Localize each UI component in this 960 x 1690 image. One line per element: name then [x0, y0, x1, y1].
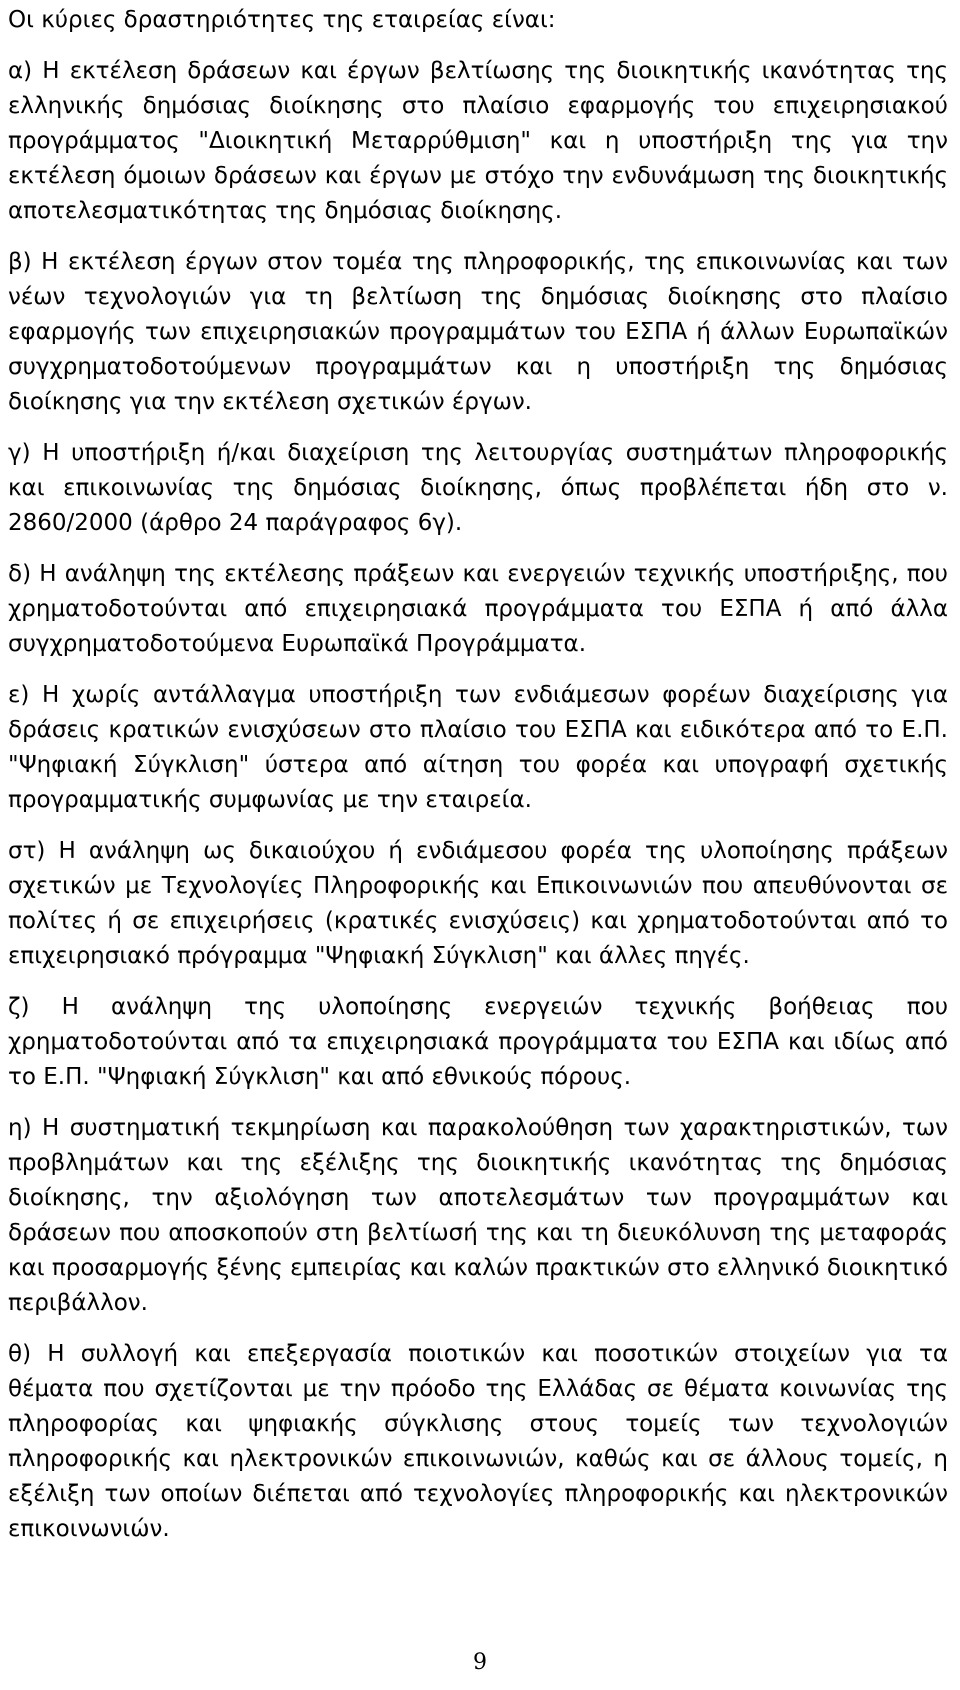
- paragraph-b: β) Η εκτέλεση έργων στον τομέα της πληροφορικής, της επικοινωνίας και των νέων τεχνολογιών για τη βελτίωση της δημόσιας διοίκησης στο πλαίσιο εφαρμογής των επιχειρησιακών προγραμμάτων του ΕΣΠΑ ή άλλων Ευρωπαϊκών συγχρηματοδοτούμενων προγραμμάτων και η υποστήριξη της δημόσιας διοίκησης για την εκτέλεση σχετικών έργων.: [8, 249, 948, 415]
- paragraph-z: ζ) Η ανάληψη της υλοποίησης ενεργειών τεχνικής βοήθειας που χρηματοδοτούνται από τα επιχειρησιακά προγράμματα του ΕΣΠΑ και ιδίως από το Ε.Π. "Ψηφιακή Σύγκλιση" και από εθνικούς πόρους.: [8, 994, 948, 1090]
- paragraph-d: δ) Η ανάληψη της εκτέλεσης πράξεων και ενεργειών τεχνικής υποστήριξης, που χρηματοδοτούνται από επιχειρησιακά προγράμματα του ΕΣΠΑ ή από άλλα συγχρηματοδοτούμενα Ευρωπαϊκά Προγράμματα.: [8, 561, 948, 657]
- paragraph-th: θ) Η συλλογή και επεξεργασία ποιοτικών και ποσοτικών στοιχείων για τα θέματα που σχετίζονται με την πρόοδο της Ελλάδας σε θέματα κοινωνίας της πληροφορίας και ψηφιακής σύγκλισης στους τομείς των τεχνολογιών πληροφορικής και ηλεκτρονικών επικοινωνιών, καθώς και σε άλλους τομείς, η εξέλιξη των οποίων διέπεται από τεχνολογίες πληροφορικής και ηλεκτρονικών επικοινωνιών.: [8, 1341, 948, 1542]
- paragraph-st: στ) Η ανάληψη ως δικαιούχου ή ενδιάμεσου φορέα της υλοποίησης πράξεων σχετικών με Τεχνολογίες Πληροφορικής και Επικοινωνιών που απευθύνονται σε πολίτες ή σε επιχειρήσεις (κρατικές ενισχύσεις) και χρηματοδοτούνται από το επιχειρησιακό πρόγραμμα "Ψηφιακή Σύγκλιση" και άλλες πηγές.: [8, 838, 948, 969]
- intro-text: Οι κύριες δραστηριότητες της εταιρείας είναι:: [8, 7, 556, 33]
- paragraph-h: η) Η συστηματική τεκμηρίωση και παρακολούθηση των χαρακτηριστικών, των προβλημάτων και της εξέλιξης της διοικητικής ικανότητας της δημόσιας διοίκησης, την αξιολόγηση των αποτελεσμάτων των προγραμμάτων και δράσεων που αποσκοπούν στη βελτίωσή της και τη διευκόλυνση της μεταφοράς και προσαρμογής ξένης εμπειρίας και καλών πρακτικών στο ελληνικό διοικητικό περιβάλλον.: [8, 1115, 948, 1316]
- paragraph-e: ε) Η χωρίς αντάλλαγμα υποστήριξη των ενδιάμεσων φορέων διαχείρισης για δράσεις κρατικών ενισχύσεων στο πλαίσιο του ΕΣΠΑ και ειδικότερα από το Ε.Π. "Ψηφιακή Σύγκλιση" ύστερα από αίτηση του φορέα και υπογραφή σχετικής προγραμματικής συμφωνίας με την εταιρεία.: [8, 682, 948, 813]
- page-number: 9: [473, 1650, 487, 1675]
- paragraph-c: γ) Η υποστήριξη ή/και διαχείριση της λειτουργίας συστημάτων πληροφορικής και επικοινωνίας της δημόσιας διοίκησης, όπως προβλέπεται ήδη στο ν. 2860/2000 (άρθρο 24 παράγραφος 6γ).: [8, 440, 948, 536]
- paragraph-a: α) Η εκτέλεση δράσεων και έργων βελτίωσης της διοικητικής ικανότητας της ελληνικής δημόσιας διοίκησης στο πλαίσιο εφαρμογής του επιχειρησιακού προγράμματος "Διοικητική Μεταρρύθμιση" και η υποστήριξη της για την εκτέλεση όμοιων δράσεων και έργων με στόχο την ενδυνάμωση της διοικητικής αποτελεσματικότητας της δημόσιας διοίκησης.: [8, 58, 948, 224]
- document-page: [8, 0, 948, 1563]
